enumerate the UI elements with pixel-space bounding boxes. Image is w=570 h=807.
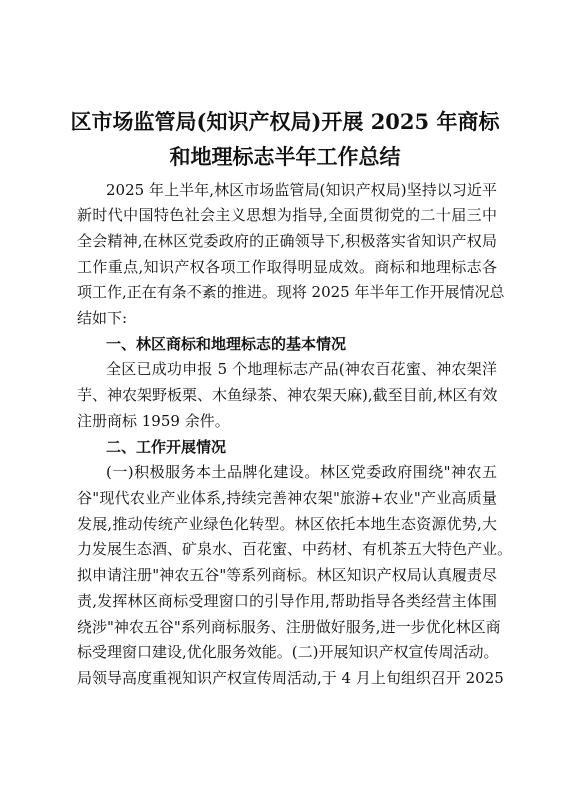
document-title-line-2: 和地理标志半年工作总结	[169, 144, 401, 169]
body-line-12: (一)积极服务本土品牌化建设。林区党委政府围绕"神农五	[106, 463, 497, 481]
body-line-8: 全区已成功申报 5 个地理标志产品(神农百花蜜、神农架洋	[106, 360, 497, 378]
body-line-14: 发展,推动传统产业绿色化转型。林区依托本地生态资源优势,大	[77, 515, 497, 533]
body-line-10: 注册商标 1959 余件。	[77, 412, 230, 430]
body-line-4: 工作重点,知识产权各项工作取得明显成效。商标和地理标志各	[77, 258, 497, 276]
body-line-16: 拟申请注册"神农五谷"等系列商标。林区知识产权局认真履责尽	[77, 566, 497, 584]
body-line-20: 局领导高度重视知识产权宣传周活动,于 4 月上旬组织召开 2025	[77, 669, 504, 687]
body-line-1: 2025 年上半年,林区市场监管局(知识产权局)坚持以习近平	[106, 181, 497, 199]
body-line-2: 新时代中国特色社会主义思想为指导,全面贯彻党的二十届三中	[77, 206, 497, 224]
body-line-19: 标受理窗口建设,优化服务效能。(二)开展知识产权宣传周活动。	[77, 643, 499, 661]
body-line-17: 责,发挥林区商标受理窗口的引导作用,帮助指导各类经营主体围	[77, 592, 497, 610]
body-line-5: 项工作,正在有条不紊的推进。现将 2025 年半年工作开展情况总	[77, 283, 505, 301]
body-line-15: 力发展生态酒、矿泉水、百花蜜、中药材、有机茶五大特色产业。	[77, 540, 513, 558]
section-heading-1: 一、林区商标和地理标志的基本情况	[106, 335, 347, 353]
body-line-9: 芋、神农架野板栗、木鱼绿茶、神农架天麻),截至目前,林区有效	[77, 386, 498, 404]
document-title-line-1: 区市场监管局(知识产权局)开展 2025 年商标	[70, 109, 500, 134]
body-line-3: 全会精神,在林区党委政府的正确领导下,积极落实省知识产权局	[77, 232, 497, 250]
body-line-6: 结如下:	[77, 309, 128, 327]
body-line-13: 谷"现代农业产业体系,持续完善神农架"旅游+农业"产业高质量	[77, 489, 497, 507]
body-line-18: 绕涉"神农五谷"系列商标服务、注册做好服务,进一步优化林区商	[77, 618, 501, 636]
section-heading-2: 二、工作开展情况	[106, 438, 227, 456]
